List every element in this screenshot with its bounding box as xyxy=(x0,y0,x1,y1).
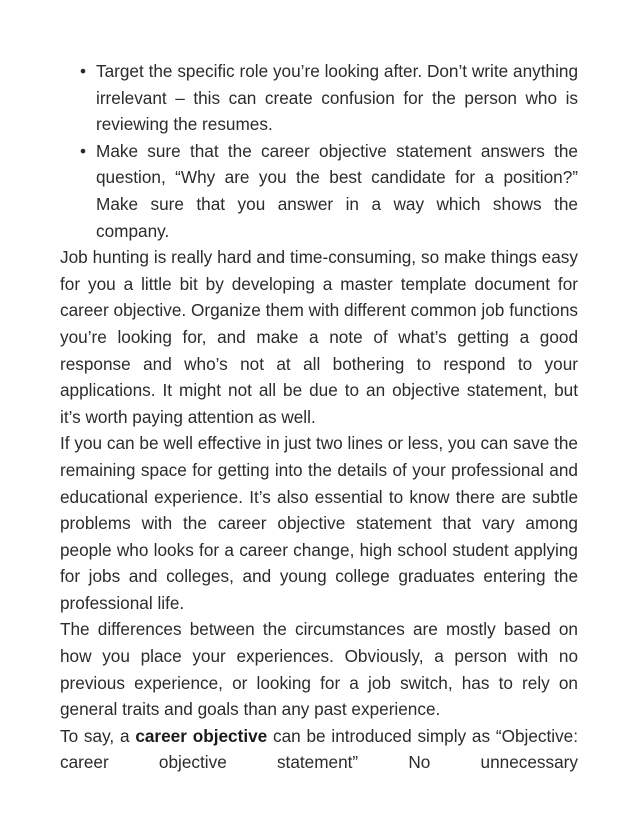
bullet-text: Make sure that the career objective statement answers the question, “Why are you the best candidate for a position?” Make sure that you answer in a way which shows the company. xyxy=(96,140,578,241)
paragraph-job-hunting: Job hunting is really hard and time-consuming, so make things easy for you a little bit by developing a master template document for career objective. Organize them with different common job functions you’re looking for, and make a note of what’s getting a good response and who’s not at all bothering to respond to your applications. It might not all be due to an objective statement, but it’s worth paying attention as well. xyxy=(60,247,578,427)
bullet-item xyxy=(80,138,578,244)
document-body xyxy=(60,58,578,776)
bullet-item xyxy=(80,58,578,138)
bullet-marker: • xyxy=(80,61,87,81)
bullet-marker: • xyxy=(80,140,87,161)
paragraph-text-after: can be introduced simply as “Objective: career objective statement” No unnecessary xyxy=(60,725,578,773)
bullet-text: Target the specific role you’re looking after. Don’t write anything irrelevant – this can create confusion for the person who is reviewing the resumes. xyxy=(96,61,578,135)
paragraph-to-say xyxy=(60,723,578,776)
paragraph-text-before: To say, a xyxy=(60,725,136,746)
paragraph-two-lines: If you can be well effective in just two lines or less, you can save the remaining space for getting into the details of your professional and educational experience. It’s also essential to know there are subtle problems with the career objective statement that vary among people who looks for a career change, high school student applying for jobs and colleges, and young college graduates entering the professional life. xyxy=(60,433,578,613)
paragraph-differences: The differences between the circumstances are mostly based on how you place your experiences. Obviously, a person with no previous experience, or looking for a job switch, has to rely on general traits and goals than any past experience. xyxy=(60,619,578,720)
bold-term: career objective xyxy=(135,725,268,746)
bullet-list xyxy=(60,58,578,244)
